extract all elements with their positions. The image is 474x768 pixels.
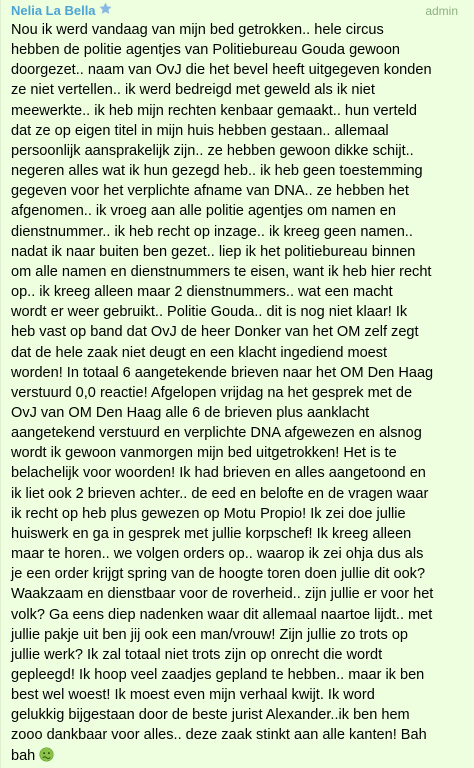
sender-name[interactable]: Nelia La Bella: [11, 3, 96, 18]
message-body: [11, 20, 464, 766]
role-badge: admin: [425, 4, 458, 18]
message-header: [11, 2, 464, 20]
message-text: Nou ik werd vandaag van mijn bed getrokken.. hele circus hebben de politie agentjes van Politiebureau Gouda gewoon doorgezet.. naam van OvJ die het bevel heeft uitgegeven konden ze niet vertellen.. ik werd bedreigd met geweld als ik niet meewerkte.. ik heb mijn rechten kenbaar gemaakt.. hun verteld dat ze op eigen titel in mijn huis hebben gestaan.. allemaal persoonlijk aansprakelijk zijn.. ze hebben gewoon dikke schijt.. negeren alles wat ik hun gezegd heb.. ik heb geen toestemming gegeven voor het verplichte afname van DNA.. ze hebben het afgenomen.. ik vroeg aan alle politie agentjes om namen en dienstnummer.. ik heb recht op inzage.. ik kreeg geen namen.. nadat ik naar buiten ben gezet.. liep ik het politiebureau binnen om alle namen en dienstnummers te eisen, want ik heb hier recht op.. ik kreeg alleen maar 2 dienstnummers.. wat een macht wordt er weer gebruikt.. Politie Gouda.. dit is nog niet klaar! Ik heb vast op band dat OvJ de heer Donker van het OM zelf zegt dat de hele zaak niet deugt en een klacht ingediend moest worden! In totaal 6 aangetekende brieven naar het OM Den Haag verstuurd 0,0 reactie! Afgelopen vrijdag na het gesprek met de OvJ van OM Den Haag alle 6 de brieven plus aanklacht aangetekend verstuurd en verplichte DNA afgewezen en alsnog wordt ik gewoon vanmorgen mijn bed uitgetrokken! Het is te belachelijk voor woorden! Ik had brieven en alles aangetoond en ik liet ook 2 brieven achter.. de eed en belofte en de vragen waar ik recht op heb plus gewezen op Motu Propio! Ik zei doe jullie huiswerk en ga in gesprek met jullie korpschef! Ik kreeg alleen maar te horen.. we volgen orders op.. waarop ik zei ohja dus als je een order krijgt spring van de hoogte toren doen jullie dit ook? Waakzaam en dienstbaar voor de roverheid.. zijn jullie er voor het volk? Ga eens diep nadenken waar dit allemaal naartoe lijdt.. met jullie pakje uit ben jij ook een man/vrouw! Zijn jullie zo trots op jullie werk? Ik zal totaal niet trots zijn op onrecht die wordt gepleegd! Ik hoop veel zaadjes gepland te hebben.. maar ik ben best wel woest! Ik moest even mijn verhaal kwijt. Ik word gelukkig bijgestaan door de beste jurist Alexander..ik ben hem zooo dankbaar voor alles.. deze zaak stinkt aan alle kanten! Bah bah: [11, 22, 434, 764]
nauseated-face-icon: [39, 747, 54, 762]
star-icon: [98, 1, 113, 16]
